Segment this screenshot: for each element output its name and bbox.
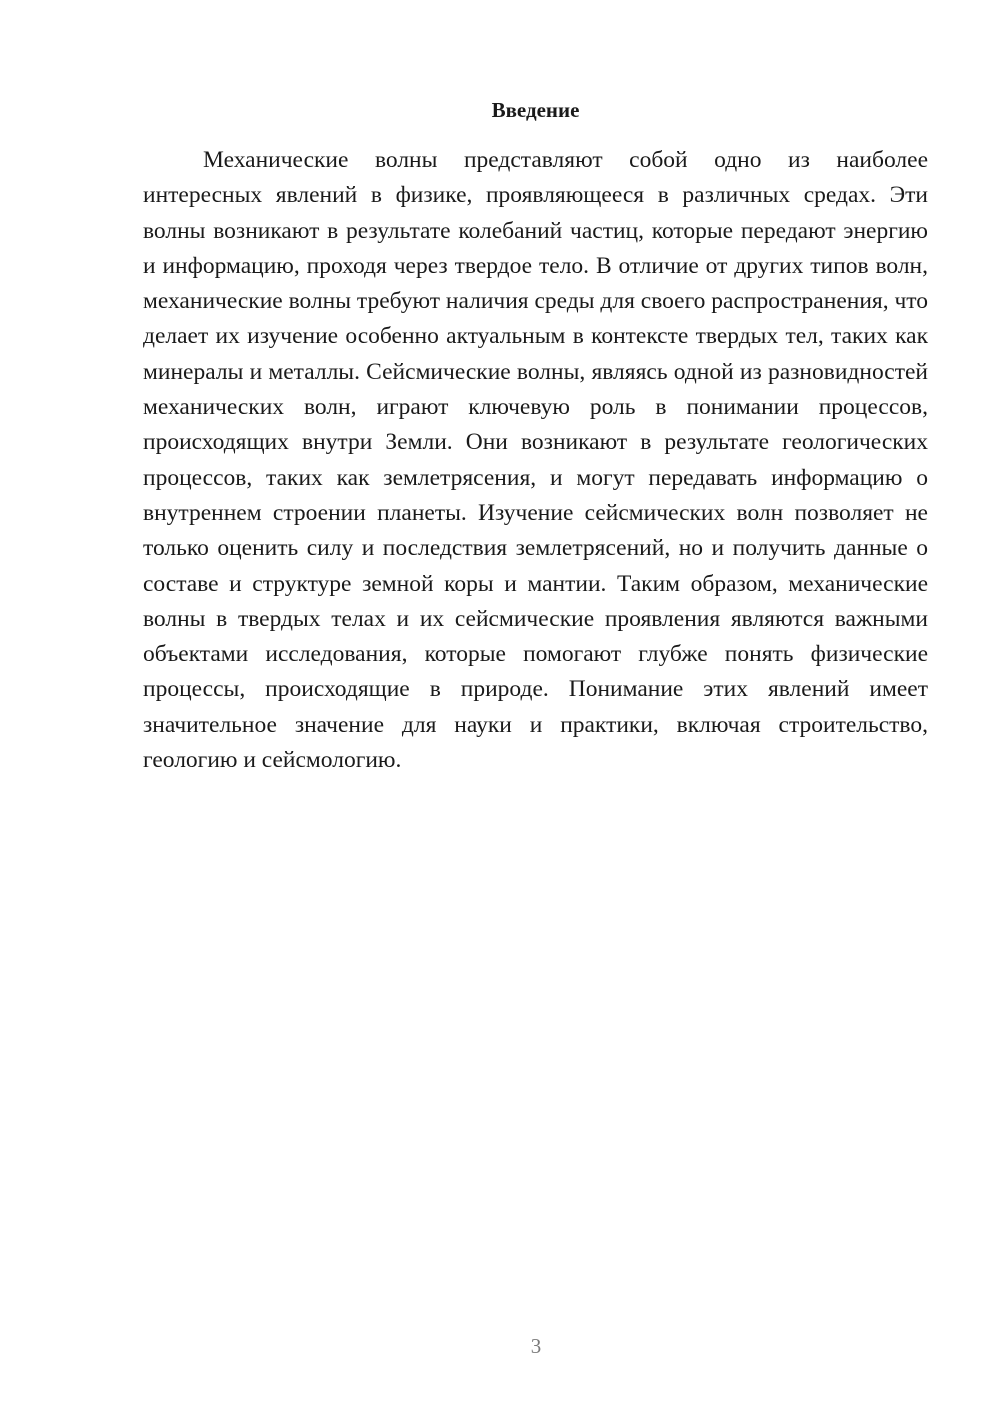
body-paragraph: Механические волны представляют собой одно из наиболее интересных явлений в физике, проявляющееся в различных средах. Эти волны возникают в результате колебаний частиц, которые передают энергию и информацию, проходя через твердое тело. В отличие от других типов волн, механические волны требуют наличия среды для своего распространения, что делает их изучение особенно актуальным в контексте твердых тел, таких как минералы и металлы. Сейсмические волны, являясь одной из разновидностей механических волн, играют ключевую роль в понимании процессов, происходящих внутри Земли. Они возникают в результате геологических процессов, таких как землетрясения, и могут передавать информацию о внутреннем строении планеты. Изучение сейсмических волн позволяет не только оценить силу и последствия землетрясений, но и получить данные о составе и структуре земной коры и мантии. Таким образом, механические волны в твердых телах и их сейсмические проявления являются важными объектами исследования, которые помогают глубже понять физические процессы, происходящие в природе. Понимание этих явлений имеет значительное значение для науки и практики, включая строительство, геологию и сейсмологию. [143,147,928,774]
page-number: 3 [530,1334,542,1358]
section-heading: Введение [491,98,580,122]
